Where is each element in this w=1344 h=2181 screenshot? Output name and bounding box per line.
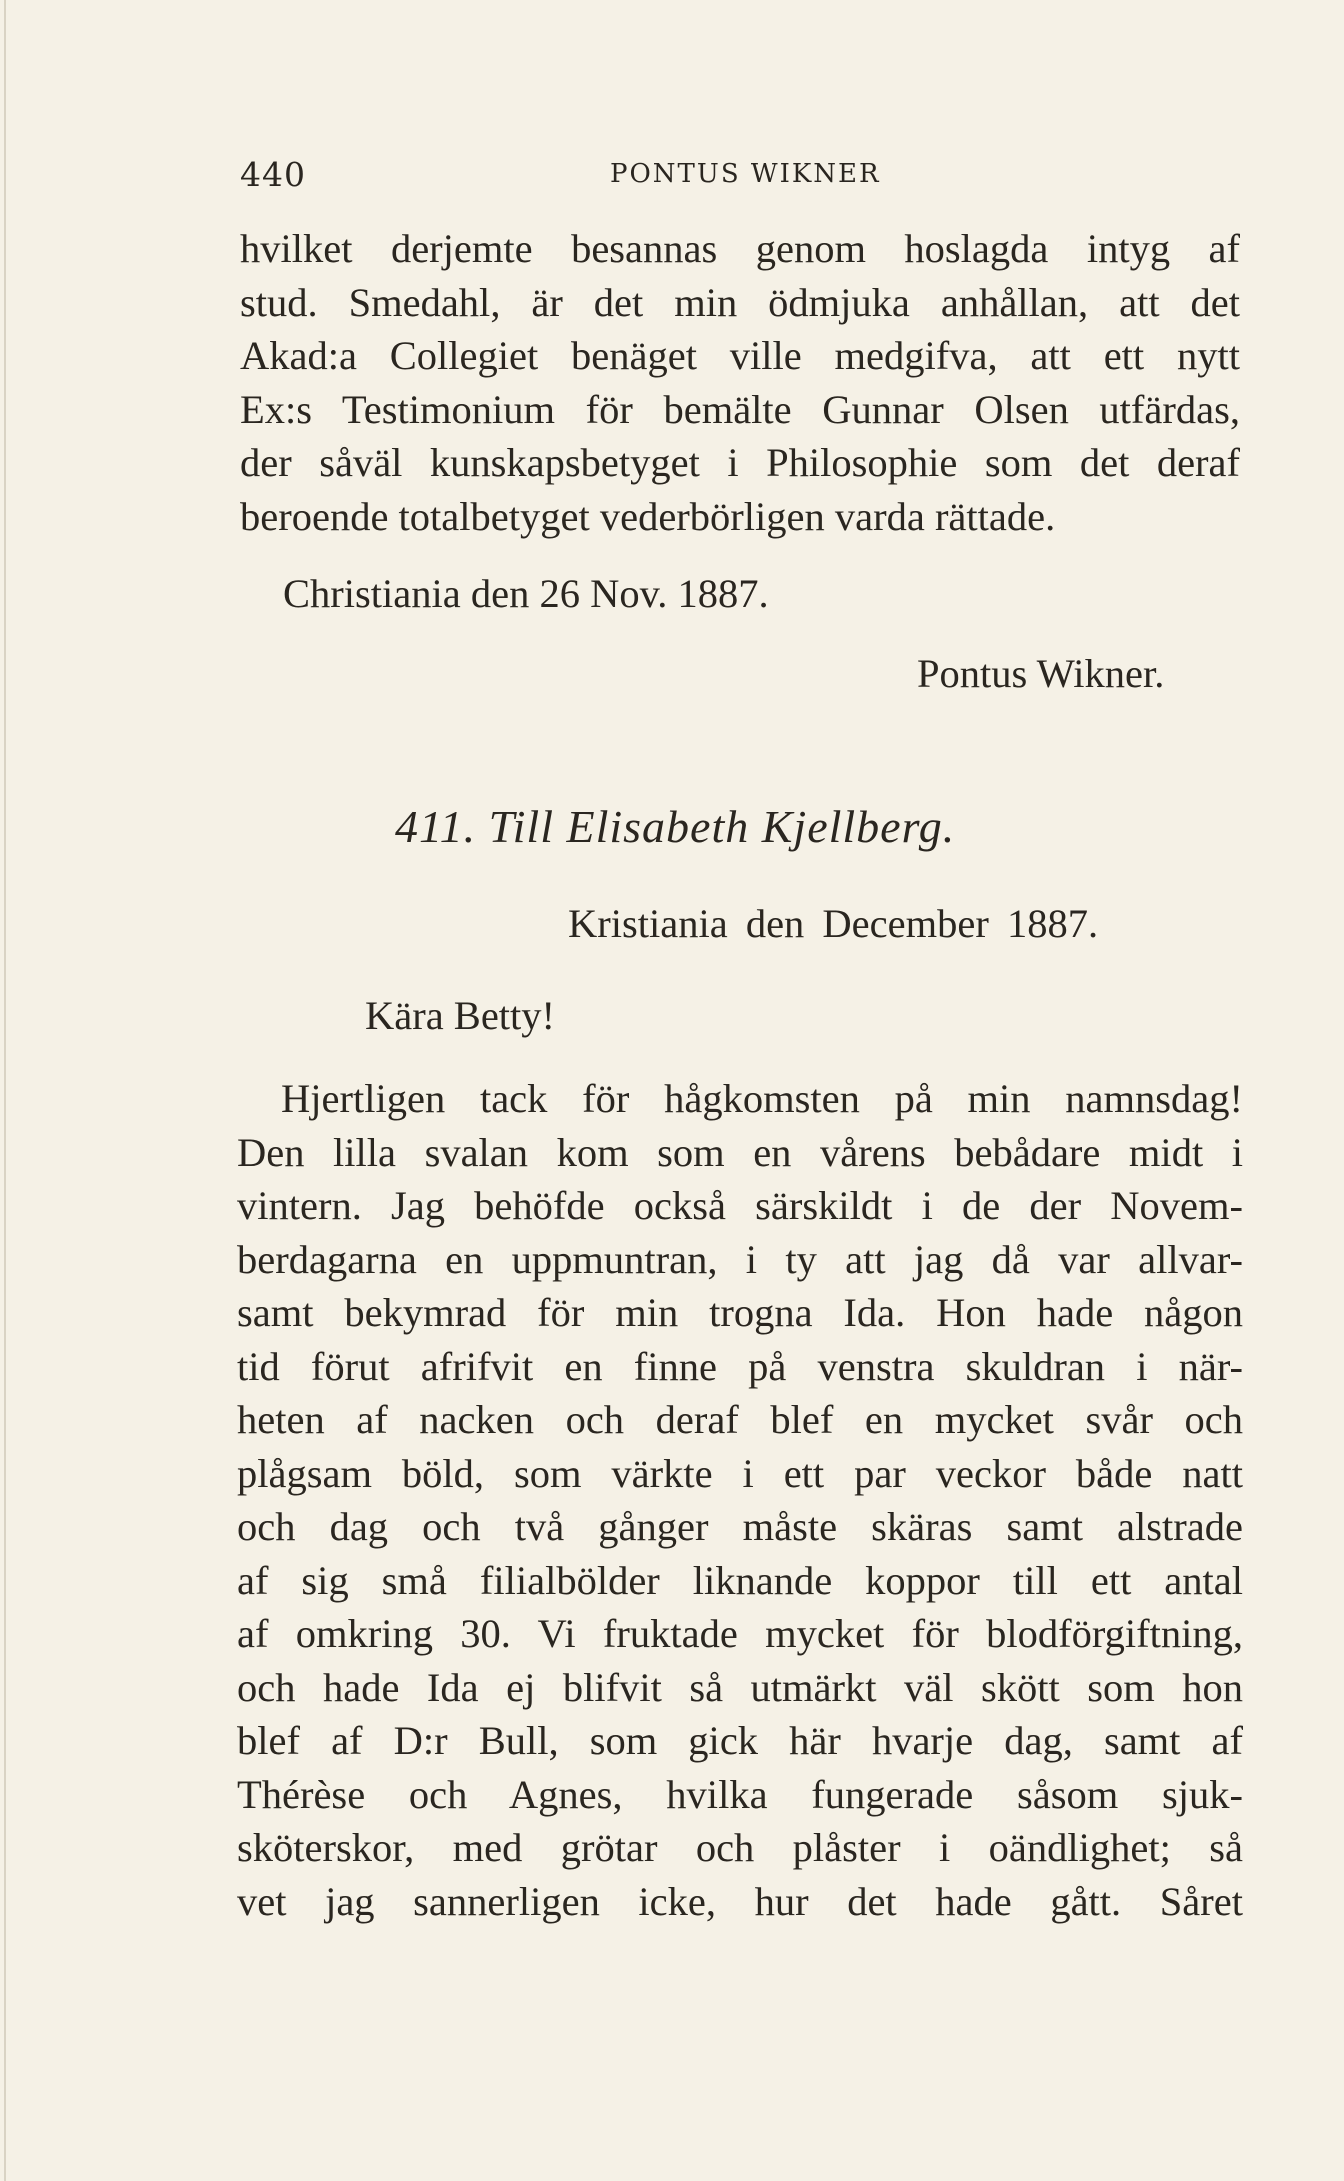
text-line: berdagarna en uppmuntran, i ty att jag då var allvar- <box>237 1236 1243 1282</box>
letter-heading: 411. Till Elisabeth Kjellberg. <box>395 801 956 852</box>
text-line: Hjertligen tack för hågkomsten på min namnsdag! <box>281 1076 1243 1121</box>
page-edge <box>4 0 6 2181</box>
text-line: af omkring 30. Vi fruktade mycket för blodförgiftning, <box>237 1611 1243 1656</box>
text-line: plågsam böld, som värkte i ett par veckor både natt <box>237 1450 1243 1496</box>
running-head <box>240 155 1230 195</box>
text-line: tid förut afrifvit en finne på venstra skuldran i när- <box>237 1343 1243 1389</box>
text-line: stud. Smedahl, är det min ödmjuka anhållan, att det <box>240 279 1240 325</box>
previous-letter-text <box>240 222 1240 543</box>
text-line: vintern. Jag behöfde också särskildt i de der Novem- <box>237 1183 1243 1228</box>
text-line: sköterskor, med grötar och plåster i oändlighet; så <box>237 1825 1243 1870</box>
text-line: Ex:s Testimonium för bemälte Gunnar Olsen utfärdas, <box>240 386 1240 432</box>
date-line: Christiania den 26 Nov. 1887. <box>283 571 769 616</box>
text-line: och dag och två gånger måste skäras samt alstrade <box>237 1504 1243 1549</box>
text-line: samt bekymrad för min trogna Ida. Hon hade någon <box>237 1290 1243 1335</box>
text-line: Thérèse och Agnes, hvilka fungerade såsom sjuk- <box>237 1771 1243 1817</box>
text-line: hvilket derjemte besannas genom hoslagda intyg af <box>240 226 1240 271</box>
letter-body <box>237 1072 1243 1928</box>
text-line: blef af D:r Bull, som gick här hvarje dag, samt af <box>237 1718 1243 1763</box>
text-line: och hade Ida ej blifvit så utmärkt väl skött som hon <box>237 1664 1243 1710</box>
text-line: beroende totalbetyget vederbörligen varda rättade. <box>240 493 1056 539</box>
page-number: 440 <box>240 155 306 194</box>
signature: Pontus Wikner. <box>917 651 1165 696</box>
text-line: vet jag sannerligen icke, hur det hade gått. Såret <box>237 1878 1243 1924</box>
text-line: af sig små filialbölder liknande koppor till ett antal <box>237 1557 1243 1603</box>
text-line: Akad:a Collegiet benäget ville medgifva, att ett nytt <box>240 333 1240 378</box>
text-line: Den lilla svalan kom som en vårens bebådare midt i <box>237 1129 1243 1175</box>
text-line: der såväl kunskapsbetyget i Philosophie som det deraf <box>240 440 1240 485</box>
running-title: PONTUS WIKNER <box>610 159 881 189</box>
letter-place-date: Kristiania den December 1887. <box>568 901 1099 946</box>
text-line: heten af nacken och deraf blef en mycket svår och <box>237 1397 1243 1442</box>
salutation: Kära Betty! <box>365 993 556 1038</box>
